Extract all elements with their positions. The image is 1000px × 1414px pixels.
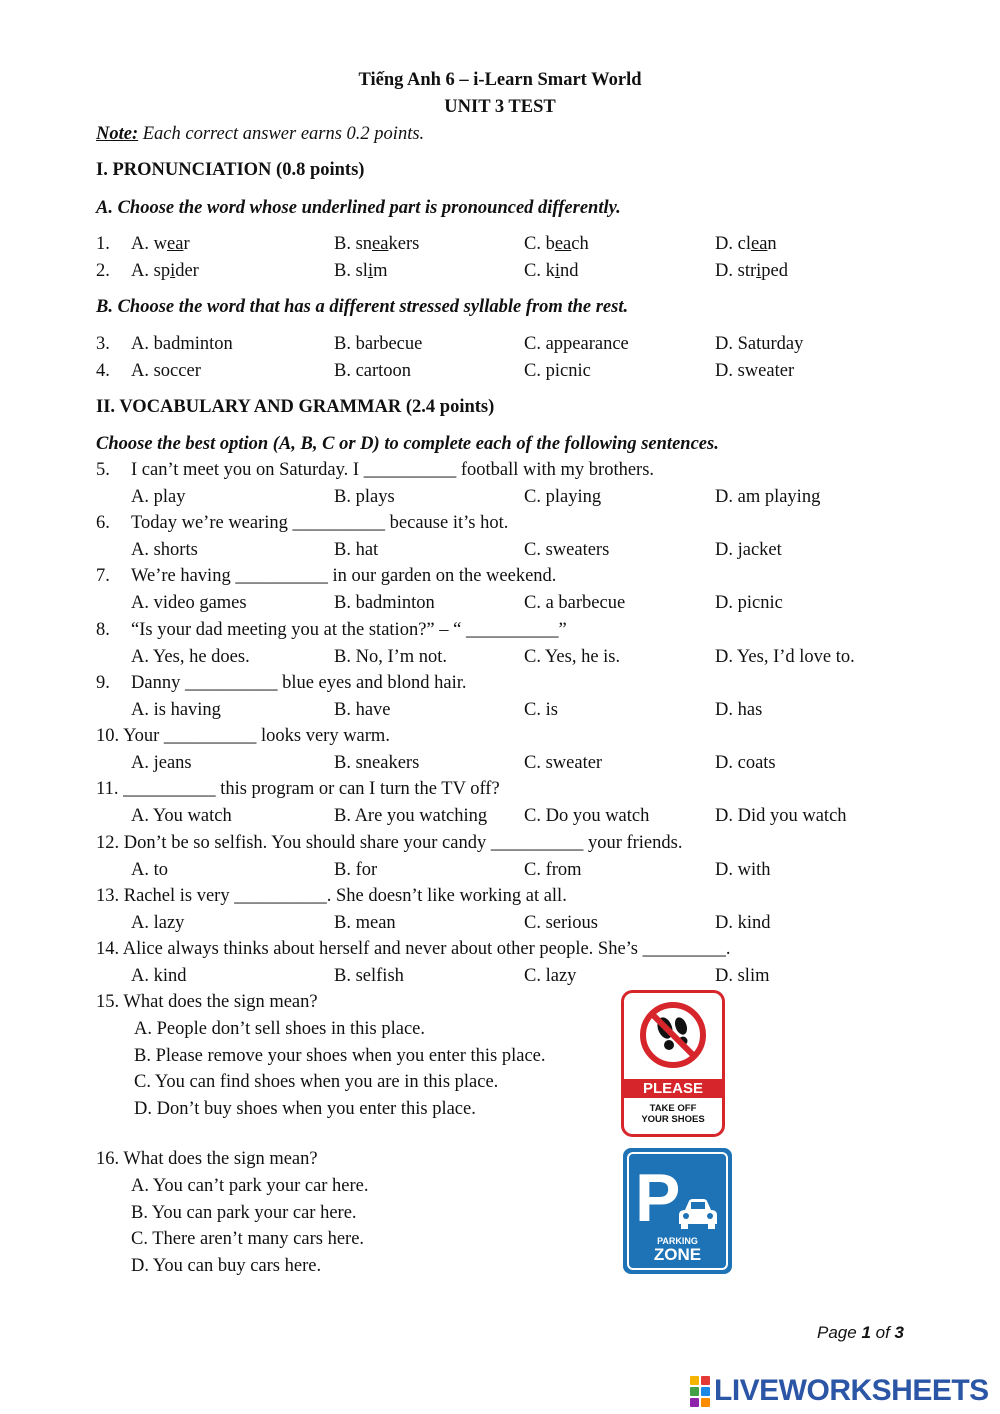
option-c[interactable]: C. kind — [524, 261, 579, 281]
option-d[interactable]: D. slim — [715, 966, 770, 986]
option-d[interactable]: D. Did you watch — [715, 806, 847, 826]
option-a[interactable]: A. You can’t park your car here. — [131, 1176, 369, 1196]
section2-instruction: Choose the best option (A, B, C or D) to complete each of the following sentences. — [96, 434, 719, 454]
question-text: Today we’re wearing __________ because it’s hot. — [131, 513, 509, 533]
question-number: 6. — [96, 513, 110, 533]
option-c[interactable]: C. Yes, he is. — [524, 647, 621, 667]
option-b[interactable]: B. have — [334, 700, 391, 720]
question-text: 11. __________ this program or can I turn the TV off? — [96, 779, 500, 799]
question-number: 5. — [96, 460, 110, 480]
option-b[interactable]: B. Please remove your shoes when you enter this place. — [134, 1046, 546, 1066]
question-number: 4. — [96, 361, 110, 381]
car-icon — [677, 1198, 719, 1230]
page-number: Page 1 of 3 — [817, 1323, 904, 1342]
sign-take-off-text: TAKE OFF — [649, 1103, 697, 1114]
option-b[interactable]: B. sneakers — [334, 234, 420, 254]
question-text: 14. Alice always thinks about herself and never about other people. She’s _________. — [96, 939, 731, 959]
option-c[interactable]: C. sweater — [524, 753, 603, 773]
option-d[interactable]: D. You can buy cars here. — [131, 1256, 322, 1276]
option-a[interactable]: A. badminton — [131, 334, 233, 354]
question-text: 15. What does the sign mean? — [96, 992, 318, 1012]
option-c[interactable]: C. You can find shoes when you are in this place. — [134, 1072, 499, 1092]
sign-your-shoes-text: YOUR SHOES — [641, 1114, 705, 1125]
option-c[interactable]: C. playing — [524, 487, 602, 507]
option-a[interactable]: A. People don’t sell shoes in this place. — [134, 1019, 425, 1039]
note-text: Each correct answer earns 0.2 points. — [138, 124, 425, 144]
option-a[interactable]: A. jeans — [131, 753, 192, 773]
option-b[interactable]: B. You can park your car here. — [131, 1203, 357, 1223]
question-text: I can’t meet you on Saturday. I __________ football with my brothers. — [131, 460, 655, 480]
option-c[interactable]: C. beach — [524, 234, 589, 254]
option-a[interactable]: A. lazy — [131, 913, 185, 933]
worksheet-title: Tiếng Anh 6 – i-Learn Smart World — [358, 70, 642, 90]
logo-grid-icon — [690, 1376, 710, 1407]
option-b[interactable]: B. No, I’m not. — [334, 647, 448, 667]
total-pages: 3 — [894, 1323, 904, 1342]
option-a[interactable]: A. You watch — [131, 806, 232, 826]
option-d[interactable]: D. picnic — [715, 593, 783, 613]
parking-zone-sign — [623, 1148, 732, 1274]
option-d[interactable]: D. has — [715, 700, 763, 720]
section-pronunciation-heading: I. PRONUNCIATION (0.8 points) — [96, 160, 365, 180]
question-number: 8. — [96, 620, 110, 640]
option-a[interactable]: A. to — [131, 860, 168, 880]
note — [96, 125, 424, 144]
option-d[interactable]: D. Saturday — [715, 334, 804, 354]
option-d[interactable]: D. sweater — [715, 361, 795, 381]
note-label: Note: — [96, 124, 139, 144]
option-c[interactable]: C. serious — [524, 913, 598, 933]
option-b[interactable]: B. Are you watching — [334, 806, 488, 826]
option-a[interactable]: A. soccer — [131, 361, 201, 381]
option-a[interactable]: A. wear — [131, 234, 190, 254]
question-number: 2. — [96, 261, 110, 281]
option-d[interactable]: D. kind — [715, 913, 771, 933]
option-a[interactable]: A. is having — [131, 700, 221, 720]
option-b[interactable]: B. hat — [334, 540, 379, 560]
option-d[interactable]: D. striped — [715, 261, 788, 281]
brand-name: LIVEWORKSHEETS — [714, 1374, 989, 1407]
question-number: 9. — [96, 673, 110, 693]
option-c[interactable]: C. There aren’t many cars here. — [131, 1229, 365, 1249]
option-b[interactable]: B. cartoon — [334, 361, 412, 381]
option-b[interactable]: B. selfish — [334, 966, 404, 986]
question-text: 12. Don’t be so selfish. You should share your candy __________ your friends. — [96, 833, 683, 853]
option-c[interactable]: C. picnic — [524, 361, 591, 381]
option-a[interactable]: A. Yes, he does. — [131, 647, 250, 667]
sign-zone-text: ZONE — [653, 1245, 702, 1264]
question-text: We’re having __________ in our garden on the weekend. — [131, 566, 557, 586]
option-d[interactable]: D. Don’t buy shoes when you enter this place. — [134, 1099, 476, 1119]
option-b[interactable]: B. plays — [334, 487, 395, 507]
part-b-instruction: B. Choose the word that has a different stressed syllable from the rest. — [96, 297, 629, 317]
sign-please-text: PLEASE — [642, 1080, 703, 1097]
option-a[interactable]: A. play — [131, 487, 186, 507]
option-c[interactable]: C. lazy — [524, 966, 577, 986]
question-number: 3. — [96, 334, 110, 354]
current-page: 1 — [861, 1323, 871, 1342]
option-a[interactable]: A. kind — [131, 966, 187, 986]
option-c[interactable]: C. is — [524, 700, 558, 720]
take-off-shoes-sign — [621, 990, 725, 1137]
question-text: 13. Rachel is very __________. She doesn’t like working at all. — [96, 886, 567, 906]
question-text: 10. Your __________ looks very warm. — [96, 726, 390, 746]
question-text: “Is your dad meeting you at the station?” – “ __________” — [131, 620, 567, 640]
sign-parking-text: PARKING — [657, 1236, 698, 1246]
section-vocabulary-heading: II. VOCABULARY AND GRAMMAR (2.4 points) — [96, 397, 495, 417]
option-c[interactable]: C. from — [524, 860, 582, 880]
parking-letter: P — [635, 1160, 681, 1236]
option-c[interactable]: C. Do you watch — [524, 806, 650, 826]
option-d[interactable]: D. jacket — [715, 540, 782, 560]
option-b[interactable]: B. badminton — [334, 593, 435, 613]
question-number: 1. — [96, 234, 110, 254]
option-d[interactable]: D. Yes, I’d love to. — [715, 647, 855, 667]
option-b[interactable]: B. mean — [334, 913, 396, 933]
option-b[interactable]: B. slim — [334, 261, 388, 281]
option-c[interactable]: C. appearance — [524, 334, 629, 354]
option-b[interactable]: B. for — [334, 860, 378, 880]
option-c[interactable]: C. a barbecue — [524, 593, 626, 613]
option-b[interactable]: B. barbecue — [334, 334, 423, 354]
part-a-instruction: A. Choose the word whose underlined part is pronounced differently. — [96, 198, 621, 218]
question-text: Danny __________ blue eyes and blond hair. — [131, 673, 467, 693]
option-d[interactable]: D. with — [715, 860, 771, 880]
option-a[interactable]: A. video games — [131, 593, 247, 613]
unit-title: UNIT 3 TEST — [444, 97, 556, 117]
option-d[interactable]: D. am playing — [715, 487, 821, 507]
option-c[interactable]: C. sweaters — [524, 540, 610, 560]
question-text: 16. What does the sign mean? — [96, 1149, 318, 1169]
liveworksheets-logo[interactable] — [690, 1374, 989, 1408]
option-b[interactable]: B. sneakers — [334, 753, 420, 773]
option-a[interactable]: A. shorts — [131, 540, 198, 560]
option-d[interactable]: D. coats — [715, 753, 776, 773]
option-d[interactable]: D. clean — [715, 234, 777, 254]
question-number: 7. — [96, 566, 110, 586]
option-a[interactable]: A. spider — [131, 261, 199, 281]
